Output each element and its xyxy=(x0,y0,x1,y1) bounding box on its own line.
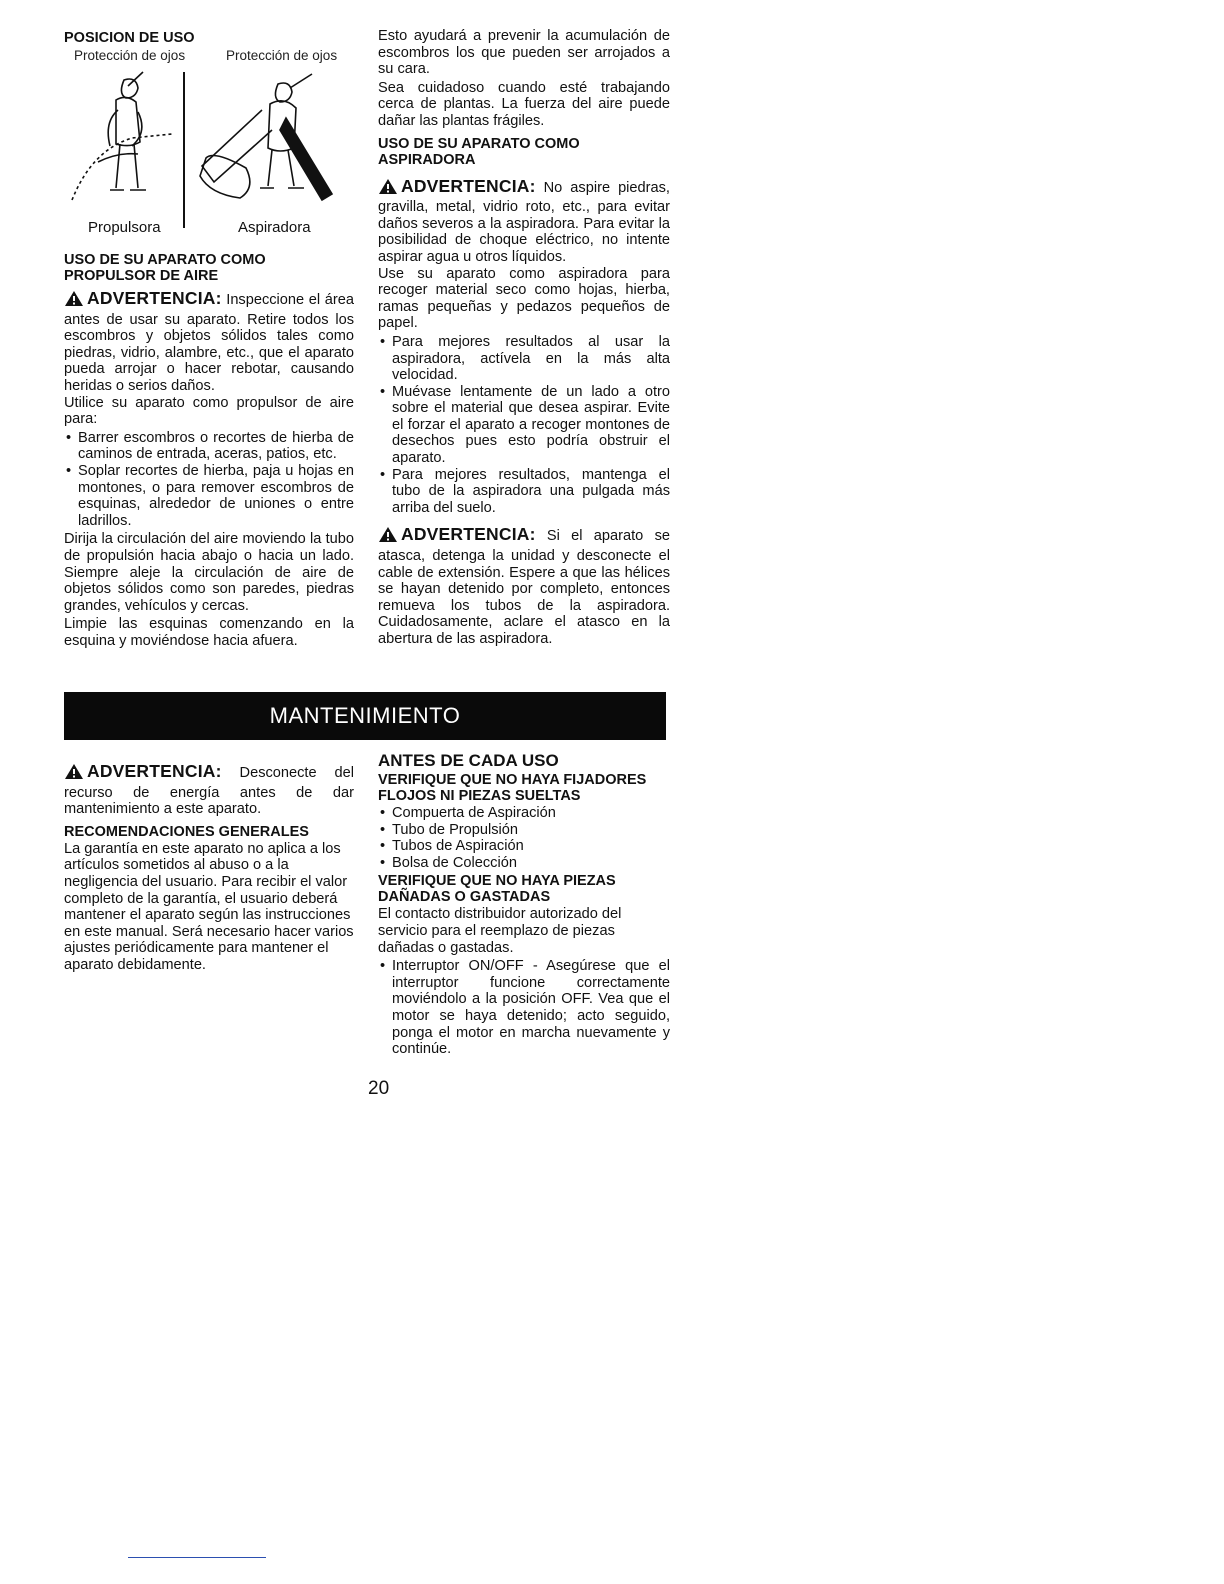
warning-text: Inspeccione el área antes de usar su aparato. Retire todos los escombros y objetos sólidos tales como piedras, vidrio, alambre, etc., que el aparato pueda arrojar o hacer rebotar, causando heridas o serios daños. xyxy=(64,292,354,394)
warning-text: No aspire piedras, gravilla, metal, vidrio roto, etc., para evitar daños severos a la aspiradora. Para evitar la posibilidad de choque eléctrico, no intente aspirar agua u otros líquidos. xyxy=(378,179,670,265)
paragraph-dirija: Dirija la circulación del aire moviendo la tubo de propulsión hacia abajo o hacia un lado. Siempre aleje la circulación de aire de objetos sólidos como son paredes, piedras grandes, vehículos y cercas. xyxy=(64,531,354,614)
paragraph-garantia: La garantía en este aparato no aplica a los artículos sometidos al abuso o a la negligencia del usuario. Para recibir el valor completo de la garantía, el usuario deberá mantener el aparato según las instrucciones en este manual. Será necesario hacer varios ajustes periódicamente para mantener el aparato debidamente. xyxy=(64,840,354,973)
list-item: • Bolsa de Colección xyxy=(378,855,670,872)
list-item: • Para mejores resultados al usar la aspiradora, actívela en la más alta velocidad. xyxy=(378,334,670,384)
eye-protection-caption-right: Protección de ojos xyxy=(226,48,338,63)
list-item: • Soplar recortes de hierba, paja u hojas en montones, o para remover escombros de esquinas, alrededor de uniones o entre ladrillos. xyxy=(64,463,354,529)
eye-protection-caption-left: Protección de ojos xyxy=(74,48,186,63)
warning-label: ADVERTENCIA: xyxy=(401,175,536,196)
figure-divider xyxy=(183,72,185,228)
list-item: • Para mejores resultados, mantenga el tubo de la aspiradora una pulgada más arriba del suelo. xyxy=(378,467,670,517)
blower-uses-list xyxy=(64,430,354,530)
right-column-top xyxy=(378,28,670,648)
vacuum-tips-list xyxy=(378,334,670,517)
warning-triangle-icon xyxy=(64,763,84,785)
list-item: • Tubo de Propulsión xyxy=(378,822,670,839)
warning-label: ADVERTENCIA: xyxy=(87,761,222,781)
paragraph-esto-ayudara: Esto ayudará a prevenir la acumulación de escombros los que pueden ser arrojados a su cara. xyxy=(378,28,670,78)
warning-label: ADVERTENCIA: xyxy=(401,524,536,545)
switch-check-list xyxy=(378,958,670,1058)
warning-text: Si el aparato se atasca, detenga la unidad y desconecte el cable de extensión. Espere a que las hélices se hayan detenido por completo, entonces remueva los tubos de la aspiradora. Cuidadosamente, aclare el atasco en la abertura de las aspiradora. xyxy=(378,528,670,647)
section-heading-recomendaciones: RECOMENDACIONES GENERALES xyxy=(64,823,309,840)
label-aspiradora: Aspiradora xyxy=(238,219,311,236)
section-heading-propulsor: USO DE SU APARATO COMO PROPULSOR DE AIRE xyxy=(64,252,266,284)
paragraph-use-su-aparato: Use su aparato como aspiradora para recoger material seco como hojas, hierba, ramas pequeñas y pedazos pequeños de papel. xyxy=(378,265,670,332)
label-propulsora: Propulsora xyxy=(88,219,161,236)
list-item: • Barrer escombros o recortes de hierba de caminos de entrada, aceras, patios, etc. xyxy=(64,430,354,463)
vacuum-operator-illustration xyxy=(192,70,342,220)
subheading-piezas-danadas: VERIFIQUE QUE NO HAYA PIEZAS DAÑADAS O GASTADAS xyxy=(378,873,616,906)
section-banner-mantenimiento: MANTENIMIENTO xyxy=(64,692,666,740)
warning-desconecte xyxy=(64,763,354,818)
blower-operator-illustration xyxy=(68,70,178,220)
right-column-bottom xyxy=(378,752,670,1060)
usage-position-figure xyxy=(64,48,354,238)
warning-triangle-icon xyxy=(64,290,84,312)
warning-inspeccione xyxy=(64,290,354,395)
warning-no-aspire xyxy=(378,175,670,266)
section-heading-posicion: POSICION DE USO xyxy=(64,30,195,46)
section-heading-antes-de-cada-uso: ANTES DE CADA USO xyxy=(378,751,559,770)
paragraph-limpie: Limpie las esquinas comenzando en la esquina y moviéndose hacia afuera. xyxy=(64,616,354,649)
warning-triangle-icon xyxy=(378,526,398,548)
paragraph-utilice: Utilice su aparato como propulsor de aire para: xyxy=(64,394,354,428)
check-parts-list xyxy=(378,805,670,871)
warning-label: ADVERTENCIA: xyxy=(87,288,222,308)
section-heading-aspiradora: USO DE SU APARATO COMO ASPIRADORA xyxy=(378,135,580,168)
footer-rule xyxy=(128,1557,266,1558)
list-item: • Tubos de Aspiración xyxy=(378,838,670,855)
list-item: • Interruptor ON/OFF - Asegúrese que el interruptor funcione correctamente moviéndolo a la posición OFF. Vea que el motor se haya detenido; acto seguido, ponga el motor en marcha nuevamente y continúe. xyxy=(378,958,670,1058)
paragraph-sea-cuidadoso: Sea cuidadoso cuando esté trabajando cerca de plantas. La fuerza del aire puede dañar las plantas frágiles. xyxy=(378,79,670,129)
warning-triangle-icon xyxy=(378,178,398,200)
left-column-bottom xyxy=(64,763,354,976)
list-item: • Muévase lentamente de un lado a otro sobre el material que desea aspirar. Evite el forzar el aparato a recoger montones de desechos pues esto podría obstruir el aparato. xyxy=(378,384,670,467)
paragraph-contacto: El contacto distribuidor autorizado del servicio para el reemplazo de piezas dañadas o gastadas. xyxy=(378,906,622,956)
list-item: • Compuerta de Aspiración xyxy=(378,805,670,822)
warning-text: Desconecte del recurso de energía antes de dar mantenimiento a este aparato. xyxy=(64,765,354,818)
left-column-top xyxy=(64,28,354,651)
subheading-fijadores: VERIFIQUE QUE NO HAYA FIJADORES FLOJOS NI PIEZAS SUELTAS xyxy=(378,772,647,804)
page-number: 20 xyxy=(368,1078,390,1099)
warning-atasca xyxy=(378,526,670,647)
